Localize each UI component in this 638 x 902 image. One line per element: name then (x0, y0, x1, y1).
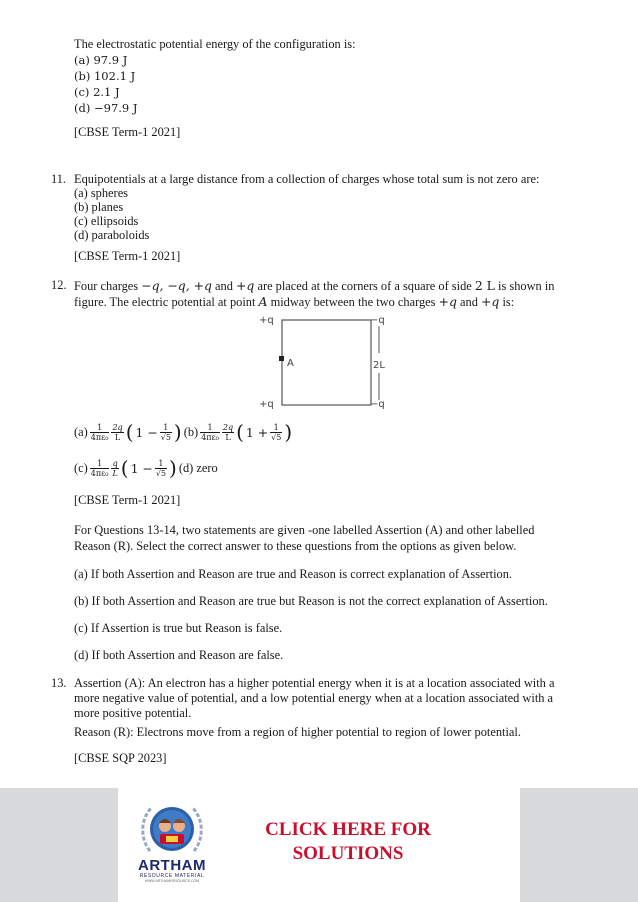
solutions-link[interactable] (258, 818, 438, 866)
ar-option-c: (c) If Assertion is true but Reason is false. (74, 621, 283, 635)
point-a-marker (279, 356, 284, 361)
q12-text: midway between the two charges (267, 295, 439, 309)
left-paren: ( (120, 456, 129, 480)
fig-side-label: 2L (373, 360, 385, 371)
one-plus: 1 + (245, 424, 269, 440)
q12-side: 2 L (474, 278, 495, 293)
q10-option-b: (b) 102.1 J (74, 69, 136, 83)
q12-option-c-label: (c) (74, 460, 88, 475)
one-minus: 1 − (135, 424, 158, 440)
right-paren: ) (169, 456, 177, 480)
q11-option-c: (c) ellipsoids (74, 214, 139, 228)
square (282, 320, 371, 405)
ar-option-a: (a) If both Assertion and Reason are true and Reason is correct explanation of Assertion. (74, 567, 513, 581)
q12-options-ab (74, 420, 294, 444)
instructions-line2: Reason (R). Select the correct answer to these questions from the options as given below. (74, 539, 517, 553)
q12-text: and (456, 295, 482, 309)
right-paren: ) (173, 420, 182, 444)
q11-number: 11. (51, 172, 67, 186)
q11-option-a: (a) spheres (74, 186, 129, 200)
q13-source: [CBSE SQP 2023] (74, 751, 167, 765)
q12-charge: +q (438, 294, 457, 309)
instructions-line1: For Questions 13-14, two statements are given -one labelled Assertion (A) and other labelled (74, 523, 535, 537)
q11-option-d: (d) paraboloids (74, 228, 150, 242)
q12-option-b-label: (b) (183, 424, 199, 439)
fraction: $\frac{2q}{L}$ (112, 422, 123, 442)
q12-text: and (211, 279, 237, 293)
fraction: $\frac{1}{\text{4πε₀}}$ (90, 458, 109, 478)
q12-text: is: (499, 295, 515, 309)
q12-charge: +q (481, 294, 500, 309)
q12-text: Four charges (74, 279, 142, 293)
q13-number: 13. (51, 676, 67, 690)
q13-reason: Reason (R): Electrons move from a region of higher potential to region of lower potential. (74, 725, 521, 739)
ar-option-b: (b) If both Assertion and Reason are true but Reason is not the correct explanation of Assertion. (74, 594, 548, 608)
q12-text: is shown in (494, 279, 555, 293)
q11-source: [CBSE Term-1 2021] (74, 249, 181, 263)
fraction: $\frac{1}{\text{4πε₀}}$ (201, 422, 219, 442)
logo-subtext: WWW.ARTHAMRESOURCE.COM (144, 879, 200, 883)
q10-option-d: (d) −97.9 J (74, 101, 138, 115)
cta-line2[interactable]: SOLUTIONS (292, 843, 404, 864)
q11-stem: Equipotentials at a large distance from a collection of charges whose total sum is not zero are: (74, 172, 540, 186)
q12-text: figure. The electric potential at point (74, 295, 259, 309)
q12-option-a-label: (a) (74, 424, 88, 439)
q12-options-cd (74, 456, 220, 480)
fraction: $\frac{2q}{L}$ (222, 422, 234, 442)
fig-point-label: A (287, 358, 294, 369)
q12-text: are placed at the corners of a square of side (254, 279, 475, 293)
q13-assertion-line3: more positive potential. (74, 706, 192, 720)
right-paren: ) (284, 420, 293, 444)
q10-option-c: (c) 2.1 J (74, 85, 120, 99)
cta-line1[interactable]: CLICK HERE FOR (265, 819, 431, 840)
left-paren: ( (125, 420, 134, 444)
q11-option-b: (b) planes (74, 200, 124, 214)
q12-number: 12. (51, 278, 67, 292)
ar-option-d: (d) If both Assertion and Reason are false. (74, 648, 284, 662)
fraction: $\frac{1}{√5}$ (271, 422, 282, 442)
q10-stem: The electrostatic potential energy of the configuration is: (74, 37, 356, 51)
q10-source: [CBSE Term-1 2021] (74, 125, 181, 139)
q12-charge: +q (236, 278, 255, 293)
q12-line2 (74, 294, 514, 310)
fig-bottom-left: +q (259, 399, 274, 410)
q13-assertion-line2: more negative value of potential, and a low potential energy when at a location associated with a (74, 691, 554, 705)
fig-top-left: +q (259, 315, 274, 326)
q10-option-a: (a) 97.9 J (74, 53, 128, 67)
fraction: $\frac{1}{√5}$ (160, 422, 171, 442)
left-paren: ( (236, 420, 244, 444)
fraction: $\frac{1}{√5}$ (155, 458, 166, 478)
fraction: $\frac{q}{L}$ (112, 458, 118, 478)
artham-logo-icon (136, 799, 208, 857)
q12-source: [CBSE Term-1 2021] (74, 493, 181, 507)
fig-top-right: −q (370, 315, 385, 326)
q12-line1 (74, 278, 554, 294)
fraction: $\frac{1}{\text{4πε₀}}$ (90, 422, 109, 442)
q12-point: A (258, 294, 268, 309)
logo-name: ARTHAM (138, 857, 206, 874)
q13-assertion-line1: Assertion (A): An electron has a higher potential energy when it is at a location associated with a (74, 676, 555, 690)
q12-charges: −q, −q, +q (141, 278, 212, 293)
q12-option-d: (d) zero (178, 460, 218, 475)
one-minus: 1 − (130, 460, 153, 476)
fig-bottom-right: −q (370, 399, 385, 410)
logo-tagline: RESOURCE MATERIAL (139, 873, 205, 879)
